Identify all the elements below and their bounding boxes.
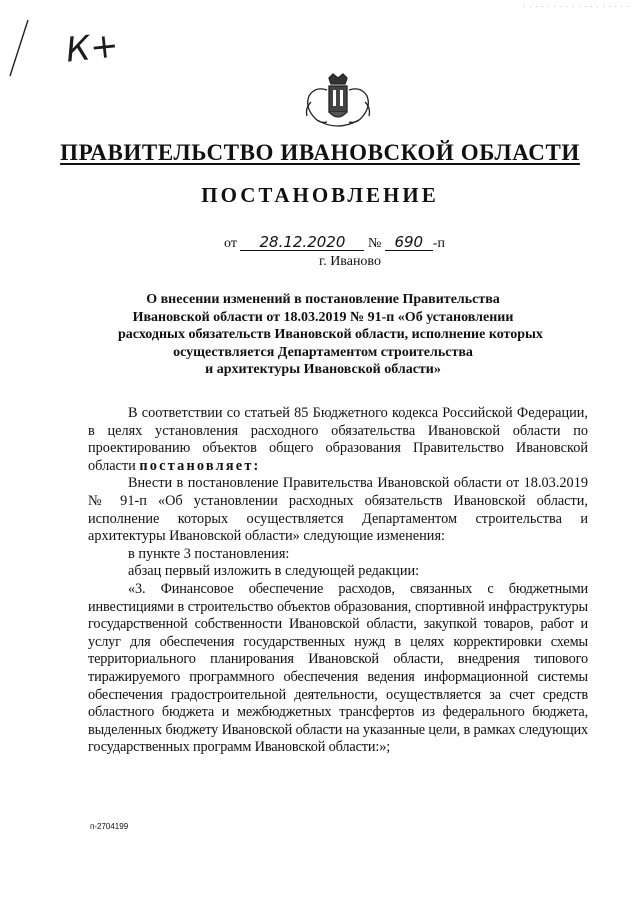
body-paragraph — [88, 405, 588, 475]
body-paragraph: абзац первый изложить в следующей редакции: — [128, 563, 420, 580]
government-title: ПРАВИТЕЛЬСТВО ИВАНОВСКОЙ ОБЛАСТИ — [60, 140, 580, 165]
decree-word: постановляет: — [139, 457, 261, 474]
body-paragraph: в пункте 3 постановления: — [128, 545, 290, 562]
handwritten-note: К+ — [64, 25, 121, 71]
date-number-line — [224, 234, 445, 252]
number-suffix: -п — [432, 236, 445, 251]
number-value: 690 — [385, 234, 433, 251]
subject-line: Ивановской области от 18.03.2019 № 91-п «Об установлении — [132, 309, 514, 325]
body-paragraph: «3. Финансовое обеспечение расходов, связанных с бюджетными инвестициями в строительство объектов образования, спортивной инфраструктуры государственной собственности Ивановской области, закупкой товаров, работ и услуг для обеспечения государственных нужд в целях корректировки схемы территориального планирования Ивановской области, внедрения типового тиражируемого программного обеспечения ведения информационной системы обеспечения градостроительной деятельности, осуществляется за счет средств областного бюджета и межбюджетных трансфертов из федерального бюджета, выделенных бюджету Ивановской области на указанные цели, в рамках следующих государственных программ Ивановской области:»; — [88, 580, 588, 756]
number-prefix: № — [367, 236, 382, 251]
date-prefix: от — [224, 236, 237, 251]
subject-line: и архитектуры Ивановской области» — [205, 362, 441, 377]
preamble-text: В соответствии со статьей 85 Бюджетного кодекса Российской Федерации, в целях установления расходного обязательства Ивановской области по проектированию объектов общего образования Правительство Ивановской области — [88, 405, 588, 474]
handwritten-margin-stroke — [4, 18, 34, 78]
body-paragraph: Внести в постановление Правительства Ивановской области от 18.03.2019 № 91-п «Об установлении расходных обязательств Ивановской области, исполнение которых осуществляется Департаментом строительства и архитектуры Ивановской области» следующие изменения: — [88, 475, 588, 545]
document-type-title: ПОСТАНОВЛЕНИЕ — [201, 183, 439, 207]
date-value: 28.12.2020 — [240, 234, 364, 251]
city: г. Иваново — [319, 254, 381, 269]
coat-of-arms-icon — [299, 72, 377, 132]
document-body — [88, 405, 588, 757]
footer-document-code: п-2704199 — [90, 822, 129, 831]
scan-artifact-marks: · · · · · · · · · · · · · · · · · · — [523, 3, 630, 11]
subject-line: О внесении изменений в постановление Правительства — [146, 292, 500, 307]
subject-heading — [118, 291, 543, 379]
subject-line: расходных обязательств Ивановской области, исполнение которых — [118, 327, 543, 342]
subject-line: осуществляется Департаментом строительства — [173, 344, 473, 360]
